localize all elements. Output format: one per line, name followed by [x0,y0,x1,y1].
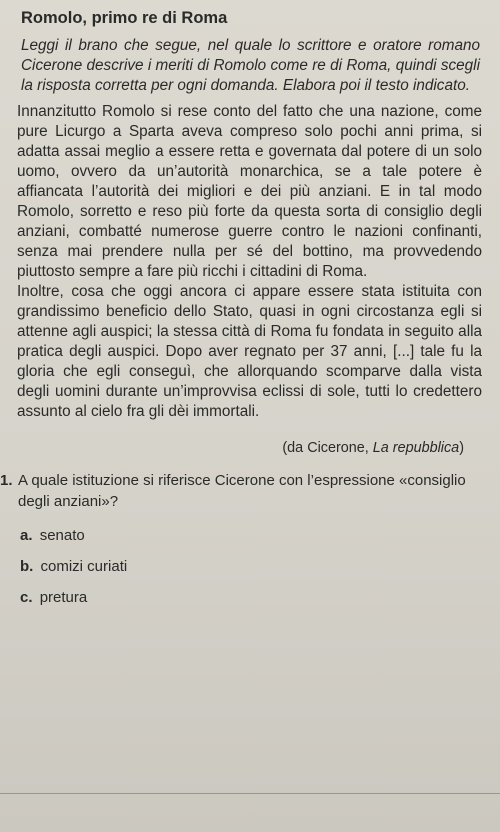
section-title: Romolo, primo re di Roma [21,9,228,27]
option-a[interactable] [20,526,484,546]
answer-options [20,526,484,608]
source-citation [12,438,464,458]
question-text: A quale istituzione si riferisce Cicerone con l’espressione «consiglio degli anziani»? [18,472,466,510]
option-text: comizi curiati [40,558,128,575]
source-suffix: ) [459,440,464,456]
option-b[interactable] [20,557,484,577]
instructions: Leggi il brano che segue, nel quale lo scrittore e oratore romano Cicerone descrive i meriti di Romolo come re di Roma, quindi scegli la risposta corretta per ogni domanda. Elabora poi il testo indicato. [21,37,480,94]
option-text: pretura [39,589,88,606]
passage-paragraph-2: Inoltre, cosa che oggi ancora ci appare essere stata istituita con grandissimo beneficio dello Stato, quasi in ogni circostanza egli si attenne agli auspici; la stessa città di Roma fu fondata in seguito alla pratica degli auspici. Dopo aver regnato per 37 anni, [...] tale fu la gloria che egli conseguì, che allorquando scomparve dalla vista degli uomini durante un’improvvisa eclissi di sole, tutti lo credettero assunto al cielo fra gli dèi immortali. [17,283,482,420]
source-work-title: La repubblica [372,440,460,456]
option-letter: a. [20,527,33,544]
option-letter: c. [20,589,33,606]
question-number: 1. [0,472,13,489]
option-letter: b. [20,558,34,575]
page-divider [0,793,500,794]
source-prefix: (da Cicerone, [282,440,373,456]
option-c[interactable] [20,588,484,608]
question-1 [0,470,484,512]
option-text: senato [39,527,85,544]
passage-paragraph-1: Innanzitutto Romolo si rese conto del fatto che una nazione, come pure Licurgo a Sparta aveva compreso solo pochi anni prima, si adatta assai meglio a essere retta e governata dal potere di un solo uomo, ovvero da un’autorità monarchica, se a tale potere è affiancata l’autorità dei migliori e dei più anziani. E in tal modo Romolo, sorretto e reso più forte da questa sorta di consiglio degli anziani, combatté numerose guerre contro le nazioni confinanti, senza mai prendere nulla per sé del bottino, ma provvedendo piuttosto sempre a fare più ricchi i cittadini di Roma. [17,103,482,280]
